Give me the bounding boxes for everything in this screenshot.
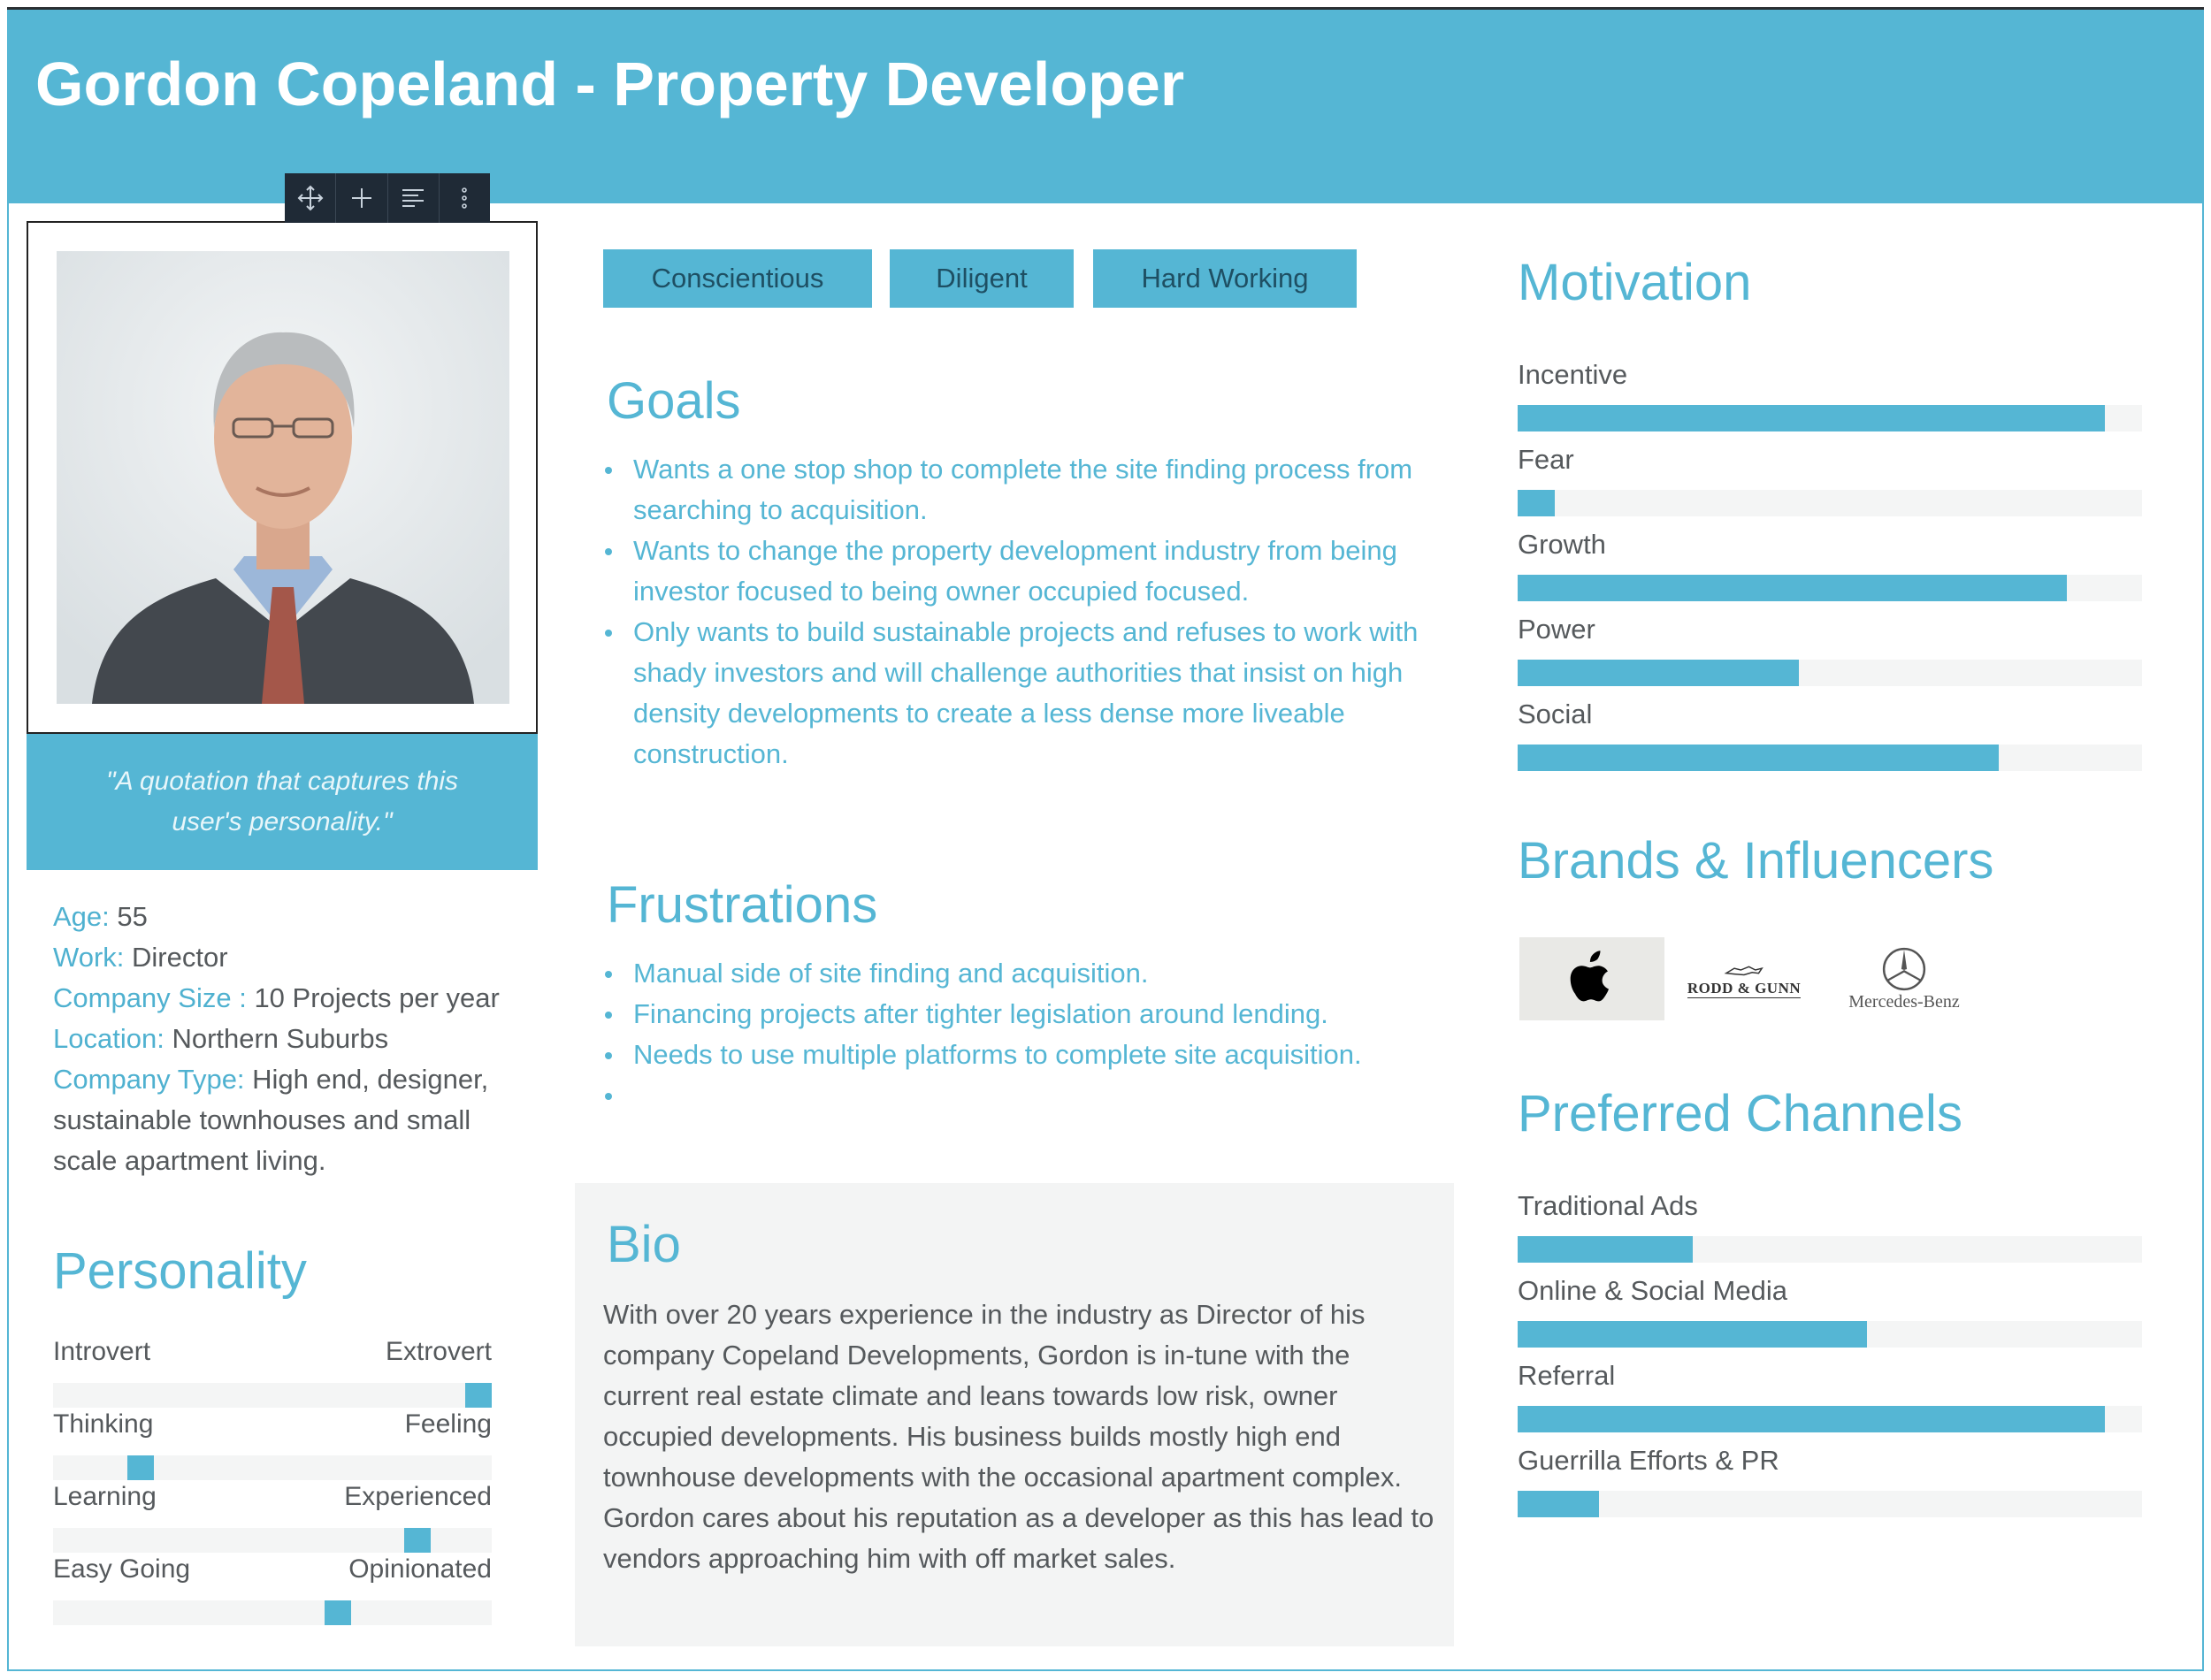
scale-right-label: Extrovert	[385, 1337, 492, 1366]
person-portrait	[57, 251, 509, 704]
bar-fill	[1518, 1236, 1693, 1263]
bar-fill	[1518, 1321, 1867, 1348]
goals-list	[605, 449, 1419, 775]
detail-company-type	[53, 1059, 531, 1181]
detail-value: Director	[124, 942, 228, 973]
bio-section	[575, 1183, 1454, 1646]
personality-scale	[53, 1409, 492, 1448]
list-item: Manual side of site finding and acquisition.	[605, 953, 1436, 994]
brand-text: Mercedes-Benz	[1848, 991, 1960, 1012]
scale-track	[53, 1455, 492, 1480]
brand-apple	[1519, 937, 1664, 1020]
list-item[interactable]	[605, 1075, 1436, 1116]
detail-location	[53, 1019, 531, 1059]
scale-marker	[404, 1528, 431, 1553]
bar-label: Fear	[1518, 444, 1574, 475]
channel-bar	[1518, 1445, 2142, 1484]
motivation-bar	[1518, 699, 2142, 737]
bio-heading: Bio	[607, 1216, 681, 1273]
scale-left-label: Thinking	[53, 1409, 154, 1439]
trait-tag: Diligent	[890, 249, 1074, 308]
align-icon	[399, 184, 427, 212]
motivation-bar	[1518, 359, 2142, 398]
move-button[interactable]	[285, 173, 336, 223]
trait-tag: Hard Working	[1093, 249, 1357, 308]
brands-heading: Brands & Influencers	[1518, 832, 1994, 890]
scale-right-label: Feeling	[404, 1409, 492, 1439]
bar-fill	[1518, 1406, 2105, 1432]
mercedes-star-icon	[1881, 946, 1927, 992]
scale-left-label: Learning	[53, 1482, 157, 1511]
top-border	[7, 7, 2204, 10]
profile-photo	[57, 251, 509, 704]
bar-track	[1518, 575, 2142, 601]
page-title: Gordon Copeland - Property Developer	[35, 50, 1185, 118]
channels-heading: Preferred Channels	[1518, 1085, 1962, 1142]
personality-scale	[53, 1337, 492, 1376]
detail-value: High end, designer, sustainable townhouses and small scale apartment living.	[53, 1064, 489, 1176]
bar-track	[1518, 1321, 2142, 1348]
list-item: Wants a one stop shop to complete the site finding process from searching to acquisition.	[605, 449, 1419, 531]
bar-track	[1518, 660, 2142, 686]
more-button[interactable]	[440, 173, 490, 223]
detail-company-size	[53, 978, 531, 1019]
motivation-heading: Motivation	[1518, 254, 1752, 311]
motivation-bar	[1518, 529, 2142, 568]
bar-track	[1518, 490, 2142, 516]
frustrations-list	[605, 953, 1436, 1116]
personality-scale	[53, 1482, 492, 1521]
channel-bar	[1518, 1360, 2142, 1399]
block-toolbar	[285, 173, 490, 223]
bar-track	[1518, 405, 2142, 431]
detail-key: Company Size :	[53, 982, 247, 1013]
more-vertical-icon	[450, 184, 478, 212]
scale-track	[53, 1528, 492, 1553]
trait-tag: Conscientious	[603, 249, 872, 308]
quote-text: "A quotation that captures this user's personality."	[105, 767, 459, 836]
apple-logo-icon	[1564, 946, 1620, 1012]
bar-label: Referral	[1518, 1360, 1616, 1391]
detail-key: Location:	[53, 1023, 164, 1054]
bio-text: With over 20 years experience in the industry as Director of his company Copeland Developments, Gordon is in-tune with the current real estate climate and leans towards low risk, owner occupied developments. His business builds mostly high end townhouse developments with the occasional apartment complex. Gordon cares about his reputation as a developer as this has lead to vendors approaching him with off market sales.	[603, 1299, 1434, 1574]
bar-track	[1518, 1236, 2142, 1263]
list-item: Only wants to build sustainable projects and refuses to work with shady investors and will challenge authorities that insist on high density developments to create a less dense more liveable construction.	[605, 612, 1419, 775]
channel-bar	[1518, 1275, 2142, 1314]
scale-track	[53, 1600, 492, 1625]
scale-left-label: Introvert	[53, 1337, 151, 1366]
bar-fill	[1518, 745, 1999, 771]
detail-value: 10 Projects per year	[246, 982, 500, 1013]
bar-fill	[1518, 405, 2105, 431]
bar-fill	[1518, 660, 1799, 686]
dog-emblem-icon	[1719, 960, 1769, 980]
detail-age	[53, 897, 531, 937]
brand-text: RODD & GUNN	[1687, 979, 1802, 997]
bar-label: Online & Social Media	[1518, 1275, 1787, 1306]
scale-marker	[127, 1455, 154, 1480]
scale-track	[53, 1383, 492, 1408]
personality-scale	[53, 1554, 492, 1593]
bar-label: Guerrilla Efforts & PR	[1518, 1445, 1779, 1476]
bar-label: Social	[1518, 699, 1593, 729]
scale-left-label: Easy Going	[53, 1554, 191, 1584]
scale-marker	[325, 1600, 351, 1625]
detail-key: Company Type:	[53, 1064, 245, 1095]
detail-key: Work:	[53, 942, 125, 973]
bar-fill	[1518, 1491, 1599, 1517]
move-icon	[296, 184, 325, 212]
brand-rodd-gunn	[1673, 937, 1815, 1020]
bar-track	[1518, 1491, 2142, 1517]
persona-quote	[27, 734, 538, 870]
list-item: Financing projects after tighter legislation around lending.	[605, 994, 1436, 1035]
scale-right-label: Experienced	[344, 1482, 492, 1511]
motivation-bar	[1518, 444, 2142, 483]
bar-label: Incentive	[1518, 359, 1628, 390]
motivation-bar	[1518, 614, 2142, 653]
list-item: Wants to change the property development industry from being investor focused to being owner occupied focused.	[605, 531, 1419, 612]
channel-bar	[1518, 1190, 2142, 1229]
add-button[interactable]	[336, 173, 387, 223]
brand-mercedes	[1829, 937, 1979, 1020]
bar-fill	[1518, 575, 2067, 601]
bar-track	[1518, 745, 2142, 771]
bar-label: Power	[1518, 614, 1595, 645]
bar-label: Traditional Ads	[1518, 1190, 1698, 1221]
plus-icon	[348, 184, 376, 212]
bar-track	[1518, 1406, 2142, 1432]
detail-work	[53, 937, 531, 978]
detail-value: 55	[109, 901, 148, 932]
list-item: Needs to use multiple platforms to complete site acquisition.	[605, 1035, 1436, 1075]
bar-label: Growth	[1518, 529, 1606, 560]
profile-photo-card	[27, 221, 538, 734]
frustrations-heading: Frustrations	[607, 876, 878, 934]
detail-value: Northern Suburbs	[164, 1023, 389, 1054]
detail-key: Age:	[53, 901, 110, 932]
align-button[interactable]	[388, 173, 440, 223]
goals-heading: Goals	[607, 372, 741, 430]
profile-details	[53, 897, 531, 1181]
scale-right-label: Opinionated	[348, 1554, 492, 1584]
bar-fill	[1518, 490, 1555, 516]
personality-heading: Personality	[53, 1242, 307, 1300]
scale-marker	[465, 1383, 492, 1408]
